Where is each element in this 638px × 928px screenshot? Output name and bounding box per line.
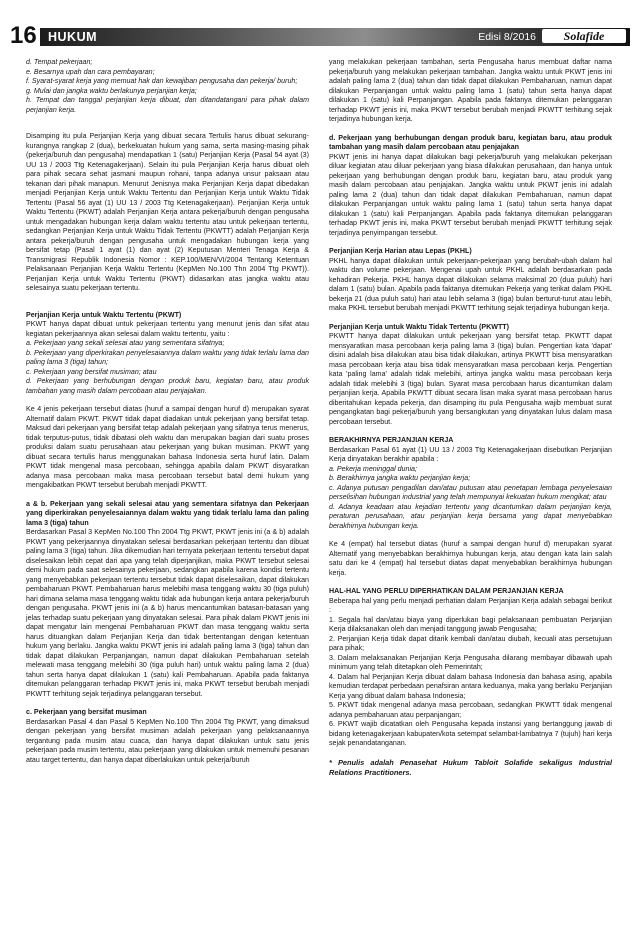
list-item: c. Adanya putusan pengadilan dan/atau putusan atau penetapan lembaga penyelesaian perselisihan hubungan industrial yang telah mempunyai kekuatan hukum mengikat; atau: [329, 483, 612, 501]
list-item: c. Pekerjaan yang bersifat musiman; atau: [26, 367, 157, 376]
section-heading: Perjanjian Kerja Harian atau Lepas (PKHL): [329, 247, 472, 255]
section-heading: Perjanjian Kerja untuk Waktu Tertentu (PKWT): [26, 310, 182, 319]
list-item: e. Besarnya upah dan cara pembayaran;: [26, 67, 155, 76]
list-item: d. Tempat pekerjaan;: [26, 58, 93, 66]
list-item: a. Pekerjaan yang sekali selesai atau yang sementara sifatnya;: [26, 339, 225, 347]
list-item: f. Syarat-syarat kerja yang memuat hak dan kewajiban pengusaha dan pekerja/ buruh;: [26, 77, 298, 85]
section-heading: d. Pekerjaan yang berhubungan dengan produk baru, kegiatan baru, atau produk tambahan yang masih dalam percobaan atau penjajakan: [329, 133, 612, 151]
publication-logo: Solafide: [542, 29, 626, 43]
list-item: 6. PKWT wajib dicatatkan oleh Pengusaha kepada instansi yang bertanggung jawab di bidang ketenagakerjaan kabupaten/kota setempat selambat-lambatnya 7 (tujuh) hari kerja sejak penandatanganan.: [329, 720, 612, 747]
edition-label: Edisi 8/2016: [478, 31, 536, 43]
paragraph: PKWT hanya dapat dibuat untuk pekerjaan tertentu yang menurut jenis dan sifat atau kegiatan pekerjaannya akan selesai dalam waktu tertentu, yaitu :: [26, 320, 309, 338]
paragraph: yang melakukan pekerjaan tambahan, serta Pengusaha harus membuat daftar nama pekerja/buruh yang melakukan pekerjaan tambahan. Jangka waktu untuk PKWT jenis ini adalah paling lama 2 (dua) tahun dan tidak dapat dilakukan Pembaharuan, namun dapat dilakukan Perpanjangan untuk waktu paling lama 1 (satu) tahun serta hanya dapat dilakukan 1 (satu) kali Perpanjangan. Apabila pada faktanya ditemukan pelanggaran terhadap PKWT jenis ini, maka PKWT tersebut berubah menjadi PKWTT terhitung sejak terjadinya hubungan kerja.: [329, 58, 612, 123]
list-item: 3. Dalam melaksanakan Perjanjian Kerja Pengusaha dilarang membayar dibawah upah minimum yang telah ditetapkan oleh Pemerintah;: [329, 653, 612, 671]
author-footnote: * Penulis adalah Penasehat Hukum Tabloit Solafide sekaligus Industrial Relations Practitioners.: [329, 757, 612, 777]
page-number: 16: [10, 22, 37, 49]
list-item: d. Adanya keadaan atau kejadian tertentu yang dicantumkan dalam perjanjian kerja, peraturan perusahaan, atau perjanjian kerja bersama yang dapat menyebabkan berakhirnya hubungan kerja.: [329, 502, 612, 530]
list-item: 4. Dalam hal Perjanjian Kerja dibuat dalam bahasa Indonesia dan bahasa asing, apabila kemudian terdapat perbedaan penafsiran antara keduanya, maka yang berlaku Perjanjian Kerja yang dibuat dalam bahasa Indonesia;: [329, 672, 612, 700]
list-item: 5. PKWT tidak mengenal adanya masa percobaan, sedangkan PKWTT tidak mengenal adanya pembaharuan atau perpanjangan;: [329, 701, 612, 719]
list-item: d. Pekerjaan yang berhubungan dengan produk baru, kegiatan baru, atau produk tambahan yang masih dalam percobaan atau penjajakan.: [26, 377, 309, 395]
section-heading: c. Pekerjaan yang bersifat musiman: [26, 708, 147, 716]
list-item: h. Tempat dan tanggal perjanjian kerja dibuat, dan ditandatangani para pihak dalam perjanjian kerja.: [26, 96, 309, 114]
paragraph: Ke 4 jenis pekerjaan tersebut diatas (huruf a sampai dengan huruf d) merupakan syarat Alternatif dalam PKWT. PKWT tidak dapat diadakan untuk pekerjaan yang bersifat tetap. Maksud dari pekerjaan yang bersifat tetap adalah pekerjaan yang sifatnya terus menerus, tidak terputus-putus, tidak dibatasi oleh waktu dan merupakan bagian dari suatu proses produksi dalam suatu perusahaan atau pekerjaan yang bukan musiman. PKWT yang dibuat secara tertulis harus menggunakan bahasa Indonesia serta huruf latin. Dalam PKWT tidak mengenal masa percobaan, sehingga apabila dalam PKWT disyaratkan adanya masa percobaan maka masa percobaan tersebut batal demi hukum yang mengakibatkan PKWT tersebut berubah menjadi PKWTT.: [26, 405, 309, 489]
right-column: [329, 58, 612, 920]
list-item: g. Mulai dan jangka waktu berlakunya perjanjian kerja;: [26, 86, 197, 95]
paragraph: Beberapa hal yang perlu menjadi perhatian dalam Perjanjian Kerja adalah sebagai berikut :: [329, 596, 612, 614]
page-header: [0, 22, 638, 49]
list-item: b. Pekerjaan yang diperkirakan penyelesaiannya dalam waktu yang tidak terlalu lama dan paling lama 3 (tiga) tahun;: [26, 348, 309, 366]
section-heading: a & b. Pekerjaan yang sekali selesai atau yang sementara sifatnya dan Pekerjaan yang diperkirakan penyelesaiannya dalam waktu yang tidak terlalu lama dan paling lama 3 (tiga) tahun: [26, 499, 309, 527]
paragraph: PKHL hanya dapat dilakukan untuk pekerjaan-pekerjaan yang berubah-ubah dalam hal waktu dan volume pekerjaan. Mengenai upah untuk PKHL adalah berdasarkan pada kehadiran Pekerja. PKHL hanya dapat dilakukan selama maksimal 20 (dua puluh) hari dalam 1 (satu) bulan. Apabila pada faktanya ditemukan Pekerja yang terikat dalam PKHL bekerja 21 (dua puluh satu) hari atau lebih selama 3 (tiga) bulan berturut-turut atau lebih, maka PKHL tersebut berubah menjadi PKWTT terhitung sejak terjadinya hubungan kerja.: [329, 256, 612, 312]
list-item: 1. Segala hal dan/atau biaya yang diperlukan bagi pelaksanaan pembuatan Perjanjian Kerja dilaksanakan oleh dan menjadi tanggung jawab Pengusaha;: [329, 615, 612, 633]
section-heading: HAL-HAL YANG PERLU DIPERHATIKAN DALAM PERJANJIAN KERJA: [329, 587, 564, 595]
section-title: HUKUM: [48, 30, 98, 44]
article-body: [0, 58, 638, 920]
list-top: [26, 58, 309, 115]
section-heading: BERAKHIRNYA PERJANJIAN KERJA: [329, 436, 454, 444]
paragraph: Berdasarkan Pasal 4 dan Pasal 5 KepMen No.100 Thn 2004 Ttg PKWT, yang dimaksud dengan pekerjaan yang bersifat musiman adalah pekerjaan yang pelaksanaannya tergantung pada musim atau cuaca, dan hanya dapat dilakukan untuk satu jenis pekerjaan pada musim tertentu, atau pekerjaan yang dilakukan untuk memenuhi pesanan atau target tertentu, dan hanya dapat diberlakukan untuk pekerja/buruh: [26, 717, 309, 764]
paragraph: Berdasarkan Pasal 3 KepMen No.100 Thn 2004 Ttg PKWT, PKWT jenis ini (a & b) adalah PKWT yang pekerjaannya dinyatakan selesai berdasarkan pekerjaan tertentu dan dibuat paling lama 3 (tiga) tahun. Jika dikemudian hari ternyata pekerjaan tertentu tersebut dapat diselesaikan lebih cepat dari apa yang telah diperjanjikan, maka PKWT tersebut selesai demi hukum pada saat selesainya pekerjaan, sedangkan apabila karena kondisi tertentu yang menyebabkan pekerjaan tertentu tersebut tidak dapat diselesaikan, dapat dilakukan pembaharuan PKWT. Pembaharuan harus melebihi masa tenggang waktu 30 (tiga puluh) hari dimana selama masa tenggang waktu tidak ada hubungan kerja antara pekerja/buruh dengan pengusaha. PKWT jenis ini (a & b) harus mencantumkan batasan-batasan yang jelas terhadap suatu pekerjaan yang dinyatakan selesai. Para pihak dalam PKWT jenis ini dapat mengatur lain mengenai Pembaharuan PKWT dan masa tenggang waktu serta harus dituangkan dalam Perjanjian Kerja dan tidak bertentangan dengan ketentuan hukum yang berlaku. Jangka waktu PKWT jenis ini adalah paling lama 3 (tiga) tahun dan tidak dapat dilakukan Perpanjangan, namun dapat dilakukan Pembaharuan setelah melewati masa tenggang melebihi 30 (tiga puluh hari) untuk waktu paling lama 2 (dua) tahun serta hanya dapat dilakukan 1 (satu) kali Pembaharuan. Apabila pada faktanya ditemukan pelanggaran terhadap PKWT jenis ini, maka PKWT tersebut berubah menjadi PKWTT terhitung sejak terjadinya pelanggaran tersebut.: [26, 528, 309, 698]
paragraph: PKWT jenis ini hanya dapat dilakukan bagi pekerja/buruh yang melakukan pekerjaan diluar kegiatan atau diluar pekerjaan yang biasa dilakukan perusahaan, dan hanya untuk pekerjaan yang berhubungan dengan produk baru, kegiatan baru, atau produk yang masih dalam percobaan atau penjajakan. Jangka waktu untuk PKWT jenis ini adalah paling lama 2 (dua) tahun dan tidak dapat dilakukan Pembaharuan, namun dapat dilakukan Perpanjangan untuk waktu paling lama 1 (satu) tahun serta hanya dapat dilakukan 1 (satu) kali Perpanjangan. Apabila pada faktanya ditemukan pelanggaran terhadap PKWT jenis ini, maka PKWT tersebut berubah menjadi PKWTT terhitung sejak terjadinya penyimpangan tersebut.: [329, 152, 612, 237]
left-column: [26, 58, 309, 920]
list-item: 2. Perjanjian Kerja tidak dapat ditarik kembali dan/atau diubah, kecuali atas persetujuan para pihak;: [329, 634, 612, 652]
berakhir-list: [329, 465, 612, 532]
list-item: a. Pekerja meninggal dunia;: [329, 464, 417, 473]
paragraph: PKWTT hanya dapat dilakukan untuk pekerjaan yang bersifat tetap. PKWTT dapat mensyaratkan masa percobaan kerja paling lama 3 (tiga) bulan. Pengertian kata 'dapat' disini adalah bisa dilakukan atau bisa tidak dilakukan, artinya PKWTT bisa mensyaratkan masa percobaan kerja atau bisa tidak mensyaratkan masa percobaan kerja. Pengertian kata 'paling lama' adalah tidak melebihi, artinya jangka waktu masa percobaan kerja adalah tidak melebihi 3 (tiga) bulan. Syarat masa percobaan harus dicantumkan dalam perjanjian kerja. Apabila PKWTT dibuat secara lisan maka syarat masa percobaan harus diberitahukan kepada pekerja, dan disamping itu pula Pengusaha wajib membuat surat pengangkatan bagi pekerja/buruh yang bersangkutan yang dinyatakan lulus dalam masa percobaan tersebut.: [329, 332, 612, 426]
paragraph: Berdasarkan Pasal 61 ayat (1) UU 13 / 2003 Ttg Ketenagakerjaan disebutkan Perjanjian Kerja dinyatakan berakhir apabila :: [329, 445, 612, 463]
list-item: b. Berakhirnya jangka waktu perjanjian kerja;: [329, 474, 471, 482]
paragraph: Ke 4 (empat) hal tersebut diatas (huruf a sampai dengan huruf d) merupakan syarat Alternatif yang menyebabkan berakhirnya hubungan kerja, atau dengan kata lain salah satu dari ke 4 (empat) hal tersebut diatas dapat menyebabkan berakhirnya hubungan kerja.: [329, 540, 612, 577]
section-heading: Perjanjian Kerja untuk Waktu Tidak Tertentu (PKWTT): [329, 322, 509, 331]
paragraph: Disamping itu pula Perjanjian Kerja yang dibuat secara Tertulis harus dibuat sekurang-kurangnya rangkap 2 (dua), berkekuatan hukum yang sama, serta masing-masing pihak (pekerja/buruh dan pengusaha) mendapatkan 1 (satu) Perjanjian Kerja (Pasal 54 ayat (3) UU 13 / 2003 Ttg Ketenagakerjaan). Selain itu pula Perjanjian Kerja harus dibuat oleh para pihak secara sehat jasmani maupun rohani, tanpa adanya unsur paksaan atau tekanan dari pihak manapun. Menurut Jenisnya maka Perjanjian Kerja dapat dibedakan menjadi Perjanjian Kerja untuk Waktu Tertentu dan Perjanjian Kerja untuk Waktu Tidak Tertentu (Pasal 56 ayat (1) UU 13 / 2003 Ttg Ketenagakerjaan). Perjanjian Kerja untuk Waktu Tertentu (PKWT) adalah Perjanjian Kerja antara pekerja/buruh dengan pengusaha untuk mengadakan hubungan kerja dalam waktu tertentu atau untuk pekerjaan tertentu, sedangkan Perjanjian Kerja untuk Waktu Tidak Tertentu (PKWTT) adalah Perjanjian Kerja antara pekerja/buruh dengan pengusaha untuk mengadakan hubungan kerja yang bersifat tetap (Pasal 1 ayat (1) dan ayat (2) Keputusan Menteri Tenaga Kerja & Transmigrasi Republik Indonesia Nomor : KEP.100/MEN/VI/2004 Tentang Ketentuan Pelaksanaan Perjanjian Kerja Waktu Tertentu (KepMen No.100 Thn 2004 Ttg PKWT)). Perjanjian Kerja untuk Waktu Tertentu (PKWT) didasarkan atas jangka waktu atau selesainya suatu pekerjaan tertentu.: [26, 132, 309, 292]
hal-list: [329, 616, 612, 749]
pkwt-list: [26, 339, 309, 396]
